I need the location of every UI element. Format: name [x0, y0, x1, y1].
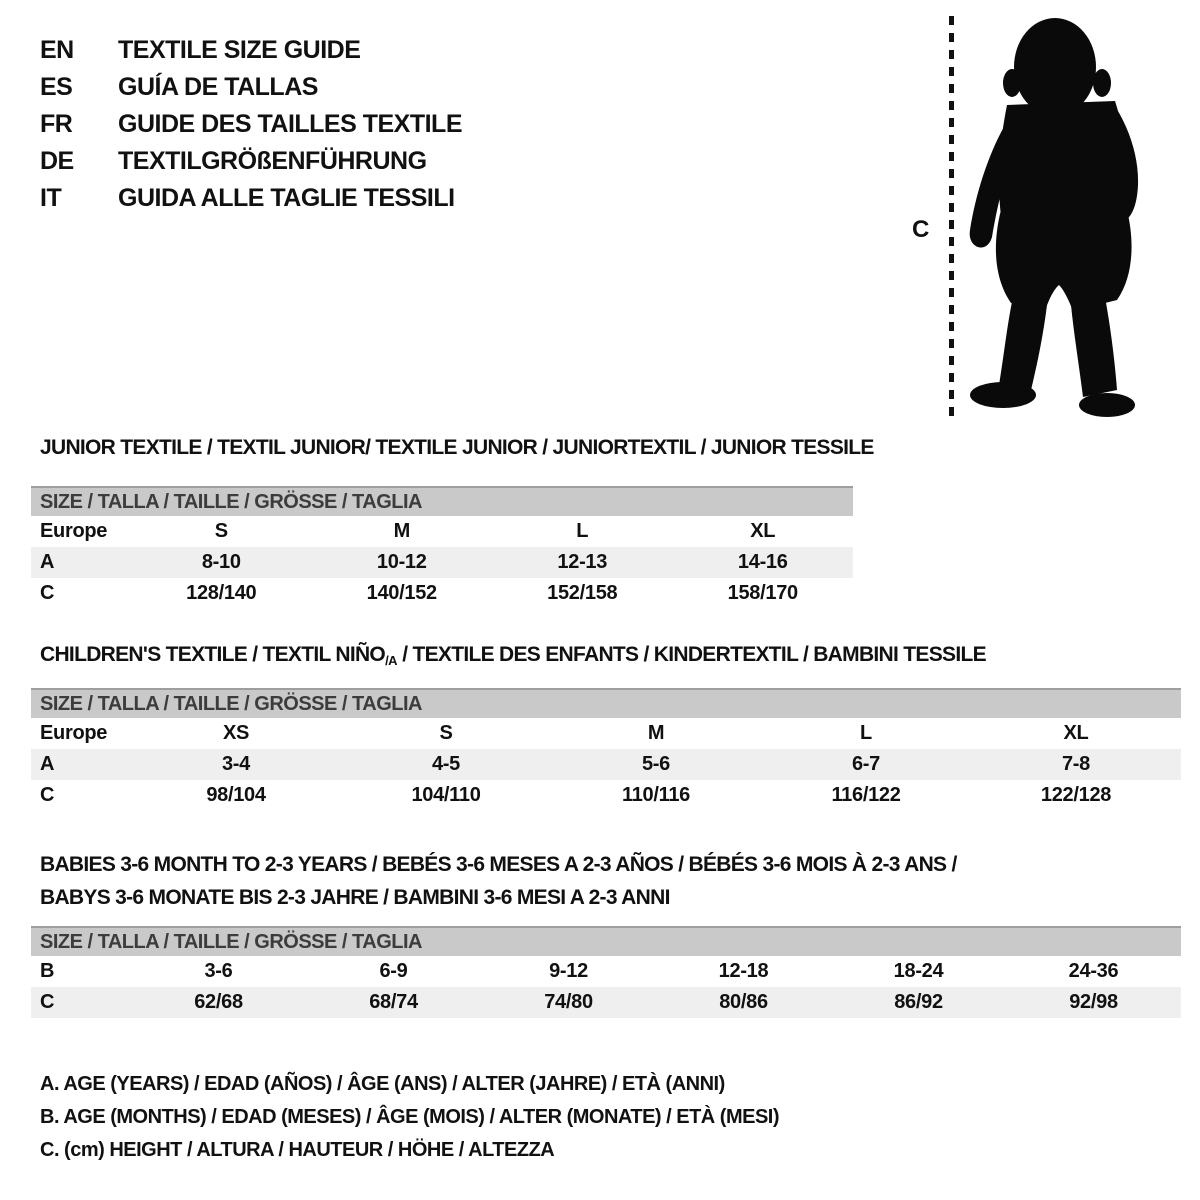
- size-cell: S: [439, 722, 453, 744]
- language-row-it: [40, 180, 462, 217]
- legend-note-c: C. (cm) HEIGHT / ALTURA / HAUTEUR / HÖHE / ALTEZZA: [40, 1139, 555, 1161]
- babies-section-title: [40, 848, 957, 914]
- babies-title-line1: BABIES 3-6 MONTH TO 2-3 YEARS / BEBÉS 3-6 MESES A 2-3 AÑOS / BÉBÉS 3-6 MOIS À 2-3 ANS /: [40, 853, 957, 876]
- height-cell: 128/140: [186, 582, 257, 604]
- size-cell: L: [576, 520, 589, 542]
- junior-row-age: [31, 547, 853, 578]
- babies-row-height: [31, 987, 1181, 1018]
- language-code: IT: [40, 184, 62, 212]
- months-cell: 9-12: [549, 960, 588, 982]
- legend-notes: [40, 1068, 779, 1167]
- babies-row-months: [31, 956, 1181, 987]
- months-cell: 6-9: [379, 960, 408, 982]
- language-code: FR: [40, 110, 73, 138]
- height-cell: 74/80: [544, 991, 593, 1013]
- row-label: C: [40, 582, 55, 604]
- months-cell: 24-36: [1068, 960, 1119, 982]
- size-cell: S: [214, 520, 228, 542]
- height-cell: 86/92: [894, 991, 943, 1013]
- size-cell: M: [393, 520, 410, 542]
- language-row-es: [40, 69, 462, 106]
- junior-table-header: SIZE / TALLA / TAILLE / GRÖSSE / TAGLIA: [31, 486, 853, 516]
- height-cell: 152/158: [547, 582, 618, 604]
- children-title-prefix: CHILDREN'S TEXTILE / TEXTIL NIÑO: [40, 643, 386, 666]
- age-cell: 14-16: [737, 551, 788, 573]
- row-label: B: [40, 960, 55, 982]
- age-cell: 12-13: [557, 551, 608, 573]
- height-cell: 62/68: [194, 991, 243, 1013]
- height-cell: 80/86: [719, 991, 768, 1013]
- months-cell: 12-18: [718, 960, 769, 982]
- row-label: C: [40, 784, 55, 806]
- children-title-suffix: / TEXTILE DES ENFANTS / KINDERTEXTIL / BAMBINI TESSILE: [397, 643, 986, 666]
- age-cell: 8-10: [201, 551, 241, 573]
- legend-note-a: A. AGE (YEARS) / EDAD (AÑOS) / ÂGE (ANS) / ALTER (JAHRE) / ETÀ (ANNI): [40, 1073, 725, 1095]
- height-cell: 116/122: [831, 784, 901, 806]
- language-title: GUÍA DE TALLAS: [118, 73, 318, 101]
- size-cell: XL: [750, 520, 776, 542]
- language-row-de: [40, 143, 462, 180]
- age-cell: 6-7: [851, 753, 880, 775]
- language-row-en: [40, 32, 462, 69]
- junior-section-title: JUNIOR TEXTILE / TEXTIL JUNIOR/ TEXTILE JUNIOR / JUNIORTEXTIL / JUNIOR TESSILE: [40, 436, 874, 459]
- row-label: C: [40, 991, 55, 1013]
- language-title: TEXTILGRÖßENFÜHRUNG: [118, 147, 427, 175]
- language-title: TEXTILE SIZE GUIDE: [118, 36, 361, 64]
- toddler-silhouette-icon: [955, 15, 1150, 420]
- row-label: Europe: [40, 722, 108, 744]
- height-cell: 68/74: [369, 991, 418, 1013]
- legend-note-b: B. AGE (MONTHS) / EDAD (MESES) / ÂGE (MOIS) / ALTER (MONATE) / ETÀ (MESI): [40, 1106, 780, 1128]
- age-cell: 5-6: [641, 753, 670, 775]
- age-cell: 3-4: [221, 753, 250, 775]
- junior-size-table: [31, 486, 853, 609]
- months-cell: 18-24: [893, 960, 944, 982]
- age-cell: 10-12: [376, 551, 427, 573]
- row-label: A: [40, 551, 55, 573]
- children-section-title: [40, 643, 986, 667]
- children-row-europe: [31, 718, 1181, 749]
- height-cell: 122/128: [1040, 784, 1112, 806]
- children-row-age: [31, 749, 1181, 780]
- children-table-header: SIZE / TALLA / TAILLE / GRÖSSE / TAGLIA: [31, 688, 1181, 718]
- row-label: Europe: [40, 520, 108, 542]
- children-size-table: [31, 688, 1181, 811]
- size-cell: M: [647, 722, 665, 744]
- size-cell: L: [860, 722, 872, 744]
- junior-row-height: [31, 578, 853, 609]
- height-cell: 92/98: [1069, 991, 1118, 1013]
- language-list: [40, 32, 462, 217]
- language-code: ES: [40, 73, 73, 101]
- height-cell: 158/170: [727, 582, 798, 604]
- language-code: DE: [40, 147, 74, 175]
- language-title: GUIDA ALLE TAGLIE TESSILI: [118, 184, 455, 212]
- age-cell: 7-8: [1061, 753, 1090, 775]
- language-title: GUIDE DES TAILLES TEXTILE: [118, 110, 463, 138]
- language-code: EN: [40, 36, 74, 64]
- babies-title-line2: BABYS 3-6 MONATE BIS 2-3 JAHRE / BAMBINI 3-6 MESI A 2-3 ANNI: [40, 886, 670, 909]
- children-row-height: [31, 780, 1181, 811]
- size-cell: XL: [1063, 722, 1089, 744]
- height-cell: 98/104: [206, 784, 266, 806]
- row-label: A: [40, 753, 55, 775]
- babies-size-table: [31, 926, 1181, 1018]
- height-cell: 110/116: [622, 784, 690, 806]
- height-measure-label: C: [912, 216, 930, 243]
- junior-row-europe: [31, 516, 853, 547]
- height-cell: 104/110: [411, 784, 481, 806]
- children-title-subscript: /A: [385, 653, 398, 668]
- height-cell: 140/152: [366, 582, 437, 604]
- size-cell: XS: [222, 722, 250, 744]
- babies-table-header: SIZE / TALLA / TAILLE / GRÖSSE / TAGLIA: [31, 926, 1181, 956]
- months-cell: 3-6: [204, 960, 233, 982]
- age-cell: 4-5: [431, 753, 460, 775]
- language-row-fr: [40, 106, 462, 143]
